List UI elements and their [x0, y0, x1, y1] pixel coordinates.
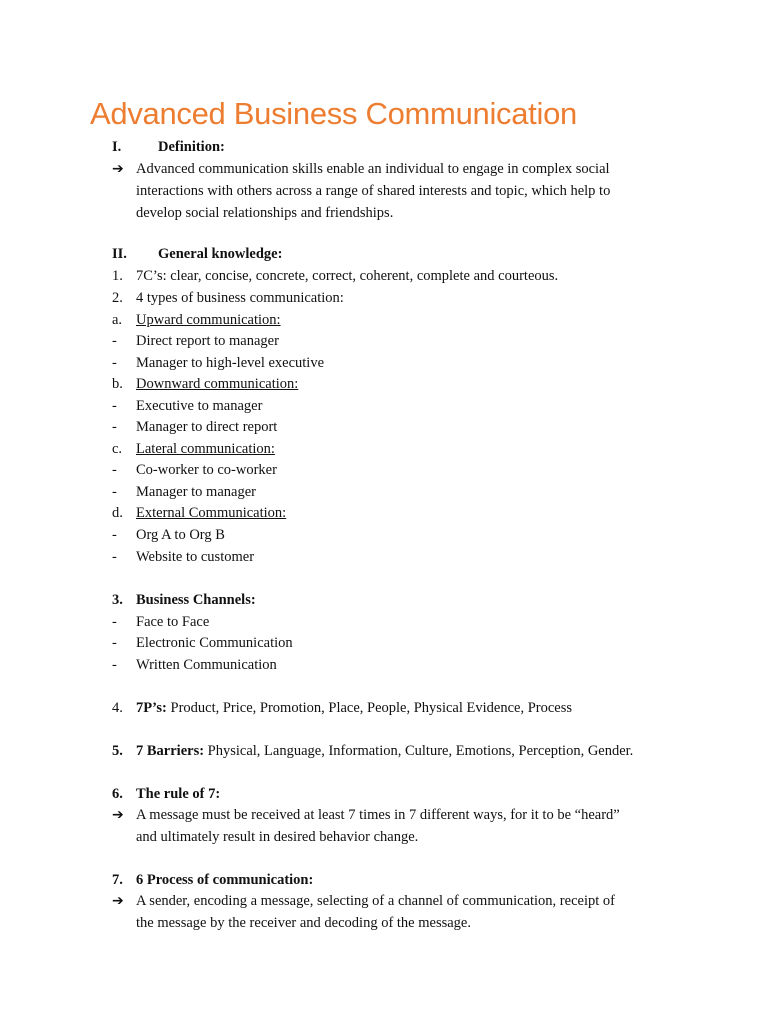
- section-number: II.: [112, 246, 127, 262]
- arrow-icon: ➔: [112, 161, 124, 177]
- arrow-icon: ➔: [112, 893, 124, 909]
- document-page: Advanced Business Communication I. Definition: ➔ Advanced communication skills enable an individual to engage in complex social interactions with others across a range of shared interests and topic, which help to develop social relationships and friendships. II. General knowledge: 1. 7C’s: clear, concise, concrete, correct, coherent, complete and courteous. 2. 4 types of business communication: a. Upward communication: - Direct report to manager - Manager to high-level executive b. Downward communication: - Executive to manager - Manager to direct report c. Lateral communication: - Co-worker to co-worker - Manager to manager d. External Communication: - Org A to Org B - Website to customer 3. Business Channels: - Face to Face - Electronic Communication - Written Communication 4. 7P’s: Product, Price, Promotion, Place, People, Physical Evidence, Process 5. 7 Barriers: Physical, Language, Information, Culture, Emotions, Perception, Gender. 6. The rule of 7: ➔ A message must be received at least 7 times in 7 different ways, for it to be “heard” and ultimately result in desired behavior change. 7. 6 Process of communication: ➔ A sender, encoding a message, selecting of a channel of communication, receipt of the message by the receiver and decoding of the message.: [90, 96, 634, 931]
- section-label: Definition:: [158, 139, 225, 155]
- arrow-icon: ➔: [112, 807, 124, 823]
- document-title: Advanced Business Communication: [90, 96, 577, 131]
- section-number: I.: [112, 139, 122, 155]
- section-label: General knowledge:: [158, 246, 283, 262]
